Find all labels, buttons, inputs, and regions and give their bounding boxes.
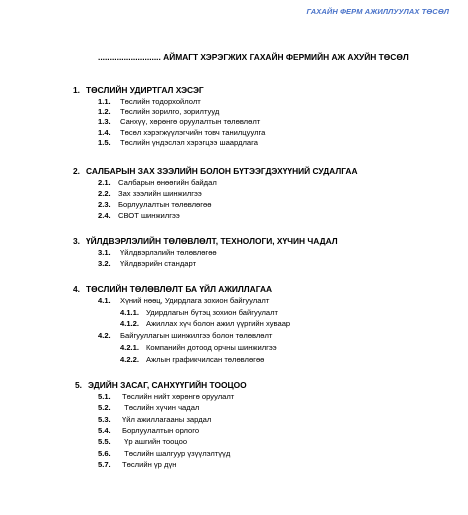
list-item (98, 450, 230, 458)
item-number: 4.1.2. (120, 319, 139, 329)
item-text: Төслийн тодорхойлолт (120, 97, 201, 106)
document-header: ГАХАЙН ФЕРМ АЖИЛЛУУЛАХ ТӨСӨЛ (306, 7, 449, 16)
list-item (98, 416, 211, 424)
list-item (98, 108, 219, 116)
item-text: Удирдлагын бүтэц зохион байгуулалт (146, 307, 279, 317)
section-title: ТӨСЛИЙН ТӨЛӨВЛӨЛТ БА ҮЙЛ АЖИЛЛАГАА (86, 284, 273, 294)
item-number: 5.6. (98, 448, 111, 458)
item-text: Санхүү, хөрөнгө оруулалтын төлөвлөлт (120, 117, 261, 127)
item-number: 4.1.1. (120, 307, 139, 317)
list-item (98, 332, 272, 340)
list-item (98, 139, 258, 147)
item-number: 3.1. (98, 248, 111, 257)
item-text: Салбарын өнөөгийн байдал (118, 178, 217, 187)
item-number: 5.5. (98, 437, 111, 447)
item-number: 1.4. (98, 127, 111, 137)
list-item (120, 344, 277, 352)
item-text: Төсөл хэрэгжүүлэгчийн товч танилцуулга (120, 127, 266, 137)
list-item (98, 201, 211, 209)
list-item (98, 393, 234, 401)
section-number: 3. (73, 236, 80, 246)
list-item (98, 438, 187, 446)
section-number: 1. (73, 85, 80, 95)
item-text: Үр ашгийн тооцоо (122, 437, 188, 447)
item-number: 5.1. (98, 392, 111, 401)
section-title: САЛБАРЫН ЗАХ ЗЭЭЛИЙН БОЛОН БҮТЭЭГДЭХҮҮНИЙ СУДАЛГАА (86, 166, 358, 176)
section-number: 2. (73, 166, 80, 176)
item-number: 5.3. (98, 414, 111, 424)
item-text: Үйлдвэрийн стандарт (120, 259, 197, 269)
item-text: Байгууллагын шинжилгээ болон төлөвлөлт (120, 331, 273, 341)
list-item (98, 212, 180, 220)
item-text: Төслийн үр дүн (122, 459, 177, 469)
document-title: ........................... АЙМАГТ ХЭРЭГЖИХ ГАХАЙН ФЕРМИЙН АЖ АХУЙН ТӨСӨЛ (98, 52, 409, 62)
item-number: 4.2. (98, 331, 111, 341)
item-text: Ажиллах хүч болон ажил үүргийн хуваар (146, 319, 291, 329)
section-heading (73, 85, 204, 95)
item-text: Зах зээлийн шинжилгээ (118, 189, 202, 198)
item-text: Борлуулалтын орлого (122, 425, 200, 435)
item-text: Хүний нөөц, Удирдлага зохион байгуулалт (120, 296, 270, 305)
item-number: 3.2. (98, 259, 111, 269)
section-number: 4. (73, 284, 80, 294)
item-number: 1.5. (98, 137, 111, 147)
item-text: Үйлдвэрлэлийн төлөвлөгөө (120, 248, 217, 257)
section-heading (73, 166, 358, 176)
item-number: 5.2. (98, 403, 111, 413)
section-heading (73, 284, 272, 294)
section-heading (75, 380, 247, 390)
section-title: ЭДИЙН ЗАСАГ, САНХҮҮГИЙН ТООЦОО (88, 380, 247, 390)
list-item (98, 129, 265, 137)
list-item (98, 190, 202, 198)
list-item (98, 297, 269, 305)
list-item (98, 260, 196, 268)
list-item (98, 249, 217, 257)
section-title: ҮЙЛДВЭРЛЭЛИЙН ТӨЛӨВЛӨЛТ, ТЕХНОЛОГИ, ХҮЧИН ЧАДАЛ (86, 236, 338, 246)
list-item (98, 98, 201, 106)
section-heading (73, 236, 338, 246)
list-item (120, 309, 278, 317)
list-item (98, 427, 199, 435)
item-text: Төслийн шалгуур үзүүлэлтүүд (122, 448, 231, 458)
item-text: Төслийн нийт хөрөнгө оруулалт (122, 392, 235, 401)
item-number: 1.3. (98, 117, 111, 127)
item-number: 2.1. (98, 178, 111, 187)
item-text: Төслийн хүчин чадал (122, 403, 200, 413)
item-number: 4.2.2. (120, 354, 139, 364)
item-number: 1.1. (98, 97, 111, 106)
item-text: Төслийн зорилго, зорилтууд (120, 107, 220, 117)
list-item (98, 461, 176, 469)
list-item (98, 118, 260, 126)
item-number: 2.2. (98, 189, 111, 198)
item-text: СВОТ шинжилгээ (118, 211, 180, 220)
item-number: 2.4. (98, 211, 111, 220)
item-number: 2.3. (98, 200, 111, 209)
item-number: 5.4. (98, 425, 111, 435)
item-text: Төслийн үндэслэл хэрэгцээ шаардлага (120, 137, 258, 147)
item-number: 4.1. (98, 296, 111, 305)
item-text: Компанийн дотоод орчны шинжилгээ (146, 342, 277, 352)
list-item (98, 404, 199, 412)
item-text: Ажлын графикчилсан төлөвлөгөө (146, 354, 265, 364)
item-number: 5.7. (98, 459, 111, 469)
item-text: Борлуулалтын төлөвлөгөө (118, 200, 212, 209)
section-title: ТӨСЛИЙН УДИРТГАЛ ХЭСЭГ (86, 85, 204, 95)
item-number: 1.2. (98, 107, 111, 117)
list-item (120, 320, 290, 328)
item-text: Үйл ажиллагааны зардал (122, 414, 212, 424)
list-item (120, 356, 264, 364)
list-item (98, 179, 217, 187)
section-number: 5. (75, 380, 82, 390)
item-number: 4.2.1. (120, 342, 139, 352)
